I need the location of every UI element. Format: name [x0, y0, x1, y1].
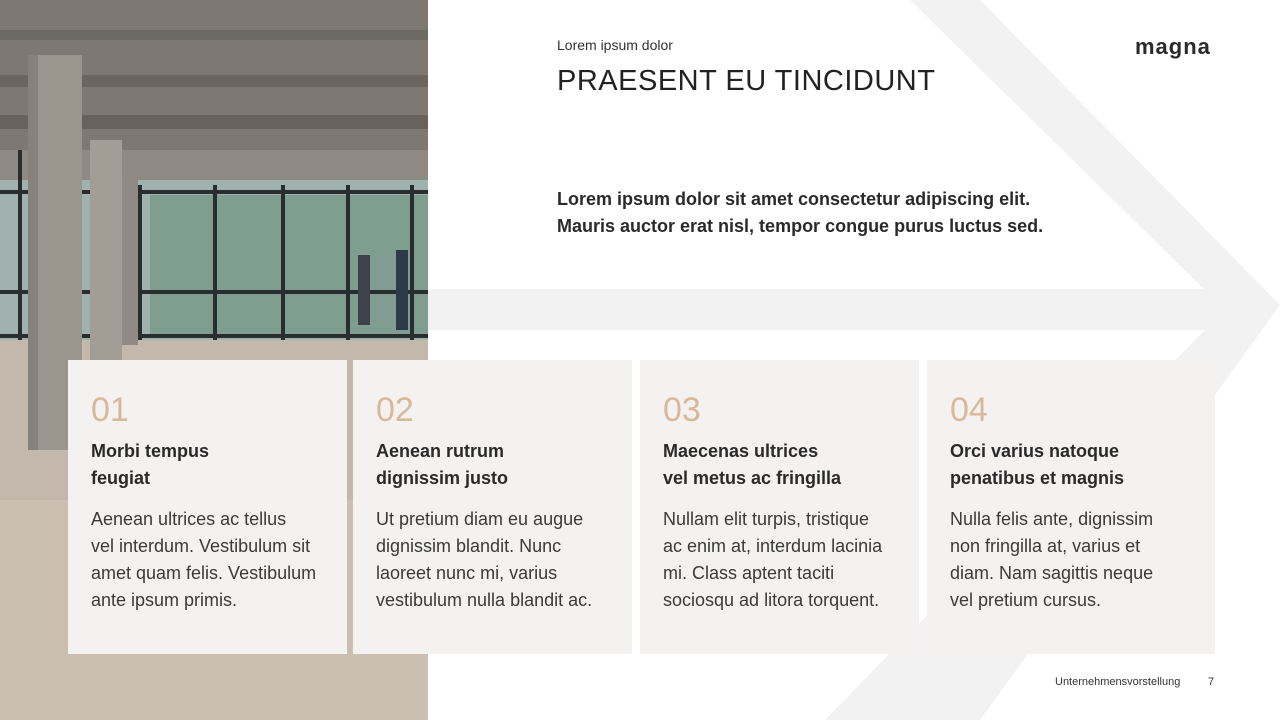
- info-card-2: [353, 360, 632, 654]
- card-title: Morbi tempus feugiat: [91, 441, 210, 488]
- card-number: 02: [376, 391, 414, 429]
- slide-title: PRAESENT EU TINCIDUNT: [557, 65, 936, 97]
- card-number: 01: [91, 391, 129, 429]
- card-text: Ut pretium diam eu augue dignissim blandit. Nunc laoreet nunc mi, varius vestibulum nulla blandit ac.: [376, 509, 593, 610]
- lead-line-2: Mauris auctor erat nisl, tempor congue purus luctus sed.: [557, 216, 1044, 236]
- info-card-4: [927, 360, 1215, 654]
- brand-logo: magna: [1135, 34, 1211, 59]
- card-title: Orci varius natoque penatibus et magnis: [950, 441, 1125, 488]
- card-text: Aenean ultrices ac tellus vel interdum. Vestibulum sit amet quam felis. Vestibulum ante ipsum primis.: [91, 509, 317, 610]
- lead-text: [557, 186, 1117, 240]
- card-title: Maecenas ultrices vel metus ac fringilla: [663, 441, 842, 488]
- card-text: Nullam elit turpis, tristique ac enim at, interdum lacinia mi. Class aptent taciti sociosqu ad litora torquent.: [663, 509, 883, 610]
- card-number: 04: [950, 391, 988, 429]
- page-number: 7: [1208, 676, 1215, 688]
- card-text: Nulla felis ante, dignissim non fringilla at, varius et diam. Nam sagittis neque vel pretium cursus.: [950, 509, 1154, 610]
- info-card-3: [640, 360, 919, 654]
- card-title: Aenean rutrum dignissim justo: [376, 441, 509, 488]
- card-number: 03: [663, 391, 701, 429]
- footer-label: Unternehmensvorstellung: [1055, 676, 1181, 688]
- lead-line-1: Lorem ipsum dolor sit amet consectetur adipiscing elit.: [557, 189, 1031, 209]
- slide-subtitle: Lorem ipsum dolor: [557, 37, 673, 53]
- info-card-1: [68, 360, 347, 654]
